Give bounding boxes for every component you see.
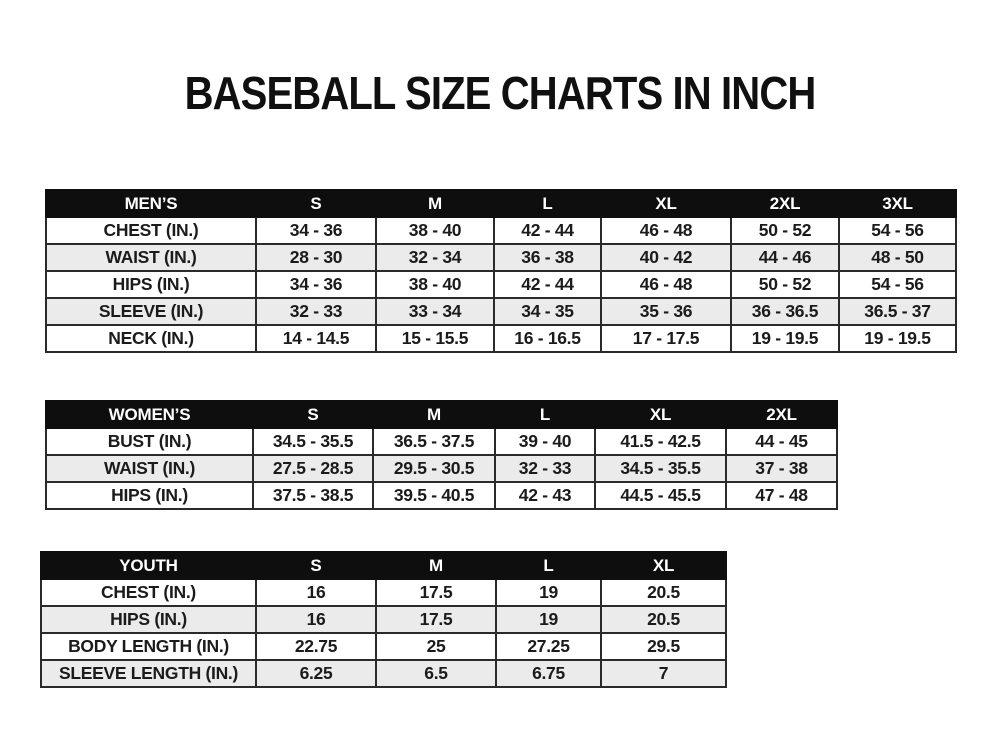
mens-size-value-cell: 34 - 36 — [256, 217, 376, 244]
mens-row-label: NECK (IN.) — [46, 325, 256, 352]
youth-size-value-cell: 20.5 — [601, 606, 726, 633]
mens-row-label: CHEST (IN.) — [46, 217, 256, 244]
womens-table-title: WOMEN’S — [46, 401, 253, 428]
youth-table-row — [41, 606, 726, 633]
youth-row-label: BODY LENGTH (IN.) — [41, 633, 256, 660]
mens-size-value-cell: 48 - 50 — [839, 244, 956, 271]
mens-size-value-cell: 36.5 - 37 — [839, 298, 956, 325]
womens-size-value-cell: 37 - 38 — [726, 455, 837, 482]
womens-size-value-cell: 42 - 43 — [495, 482, 595, 509]
mens-size-value-cell: 19 - 19.5 — [731, 325, 839, 352]
youth-row-label: CHEST (IN.) — [41, 579, 256, 606]
womens-size-column-header: 2XL — [726, 401, 837, 428]
youth-table-row — [41, 660, 726, 687]
youth-size-value-cell: 19 — [496, 606, 601, 633]
womens-header-row — [46, 401, 837, 428]
mens-size-value-cell: 17 - 17.5 — [601, 325, 731, 352]
youth-size-value-cell: 7 — [601, 660, 726, 687]
mens-table-row — [46, 217, 956, 244]
mens-size-value-cell: 16 - 16.5 — [494, 325, 601, 352]
youth-size-value-cell: 25 — [376, 633, 496, 660]
youth-size-value-cell: 17.5 — [376, 579, 496, 606]
youth-size-column-header: XL — [601, 552, 726, 579]
mens-header-row — [46, 190, 956, 217]
womens-size-value-cell: 37.5 - 38.5 — [253, 482, 373, 509]
mens-row-label: HIPS (IN.) — [46, 271, 256, 298]
womens-size-value-cell: 39.5 - 40.5 — [373, 482, 495, 509]
mens-size-column-header: 2XL — [731, 190, 839, 217]
mens-size-value-cell: 34 - 35 — [494, 298, 601, 325]
womens-row-label: WAIST (IN.) — [46, 455, 253, 482]
youth-table-row — [41, 579, 726, 606]
mens-size-column-header: XL — [601, 190, 731, 217]
mens-size-value-cell: 42 - 44 — [494, 271, 601, 298]
youth-row-label: SLEEVE LENGTH (IN.) — [41, 660, 256, 687]
youth-size-value-cell: 6.75 — [496, 660, 601, 687]
mens-table-row — [46, 271, 956, 298]
youth-size-value-cell: 17.5 — [376, 606, 496, 633]
mens-size-value-cell: 54 - 56 — [839, 217, 956, 244]
womens-size-column-header: S — [253, 401, 373, 428]
mens-row-label: SLEEVE (IN.) — [46, 298, 256, 325]
womens-size-value-cell: 44 - 45 — [726, 428, 837, 455]
youth-size-column-header: S — [256, 552, 376, 579]
mens-size-value-cell: 28 - 30 — [256, 244, 376, 271]
mens-size-value-cell: 35 - 36 — [601, 298, 731, 325]
mens-size-column-header: M — [376, 190, 494, 217]
mens-size-value-cell: 46 - 48 — [601, 271, 731, 298]
mens-table-row — [46, 244, 956, 271]
womens-size-value-cell: 36.5 - 37.5 — [373, 428, 495, 455]
youth-size-value-cell: 16 — [256, 579, 376, 606]
womens-size-value-cell: 34.5 - 35.5 — [253, 428, 373, 455]
womens-size-table-container — [45, 400, 836, 510]
youth-size-table-container — [40, 551, 725, 688]
womens-size-column-header: M — [373, 401, 495, 428]
youth-size-value-cell: 6.25 — [256, 660, 376, 687]
womens-size-value-cell: 34.5 - 35.5 — [595, 455, 726, 482]
womens-size-value-cell: 44.5 - 45.5 — [595, 482, 726, 509]
mens-size-value-cell: 14 - 14.5 — [256, 325, 376, 352]
youth-size-column-header: M — [376, 552, 496, 579]
mens-size-value-cell: 34 - 36 — [256, 271, 376, 298]
womens-size-value-cell: 47 - 48 — [726, 482, 837, 509]
youth-table-title: YOUTH — [41, 552, 256, 579]
womens-size-value-cell: 29.5 - 30.5 — [373, 455, 495, 482]
mens-table-row — [46, 298, 956, 325]
mens-size-value-cell: 33 - 34 — [376, 298, 494, 325]
womens-size-value-cell: 32 - 33 — [495, 455, 595, 482]
mens-size-value-cell: 50 - 52 — [731, 271, 839, 298]
youth-header-row — [41, 552, 726, 579]
mens-size-value-cell: 32 - 33 — [256, 298, 376, 325]
mens-size-value-cell: 19 - 19.5 — [839, 325, 956, 352]
mens-size-value-cell: 15 - 15.5 — [376, 325, 494, 352]
womens-size-value-cell: 27.5 - 28.5 — [253, 455, 373, 482]
youth-row-label: HIPS (IN.) — [41, 606, 256, 633]
mens-size-value-cell: 40 - 42 — [601, 244, 731, 271]
womens-size-value-cell: 41.5 - 42.5 — [595, 428, 726, 455]
youth-size-column-header: L — [496, 552, 601, 579]
mens-row-label: WAIST (IN.) — [46, 244, 256, 271]
youth-size-value-cell: 29.5 — [601, 633, 726, 660]
mens-size-value-cell: 46 - 48 — [601, 217, 731, 244]
youth-size-value-cell: 6.5 — [376, 660, 496, 687]
mens-size-value-cell: 50 - 52 — [731, 217, 839, 244]
mens-size-value-cell: 44 - 46 — [731, 244, 839, 271]
mens-size-table — [45, 189, 957, 353]
mens-size-value-cell: 36 - 38 — [494, 244, 601, 271]
mens-table-row — [46, 325, 956, 352]
womens-table-row — [46, 482, 837, 509]
womens-row-label: HIPS (IN.) — [46, 482, 253, 509]
womens-table-row — [46, 428, 837, 455]
womens-size-table — [45, 400, 838, 510]
mens-size-value-cell: 36 - 36.5 — [731, 298, 839, 325]
mens-size-value-cell: 38 - 40 — [376, 271, 494, 298]
mens-table-title: MEN’S — [46, 190, 256, 217]
mens-size-table-container — [45, 189, 955, 353]
youth-size-value-cell: 19 — [496, 579, 601, 606]
youth-size-value-cell: 20.5 — [601, 579, 726, 606]
youth-table-row — [41, 633, 726, 660]
mens-size-column-header: 3XL — [839, 190, 956, 217]
youth-size-value-cell: 22.75 — [256, 633, 376, 660]
mens-size-column-header: S — [256, 190, 376, 217]
womens-size-column-header: L — [495, 401, 595, 428]
mens-size-value-cell: 32 - 34 — [376, 244, 494, 271]
womens-table-row — [46, 455, 837, 482]
mens-size-value-cell: 38 - 40 — [376, 217, 494, 244]
page-title: BASEBALL SIZE CHARTS IN INCH — [184, 67, 816, 119]
mens-size-column-header: L — [494, 190, 601, 217]
womens-size-column-header: XL — [595, 401, 726, 428]
mens-size-value-cell: 54 - 56 — [839, 271, 956, 298]
youth-size-table — [40, 551, 727, 688]
youth-size-value-cell: 27.25 — [496, 633, 601, 660]
womens-row-label: BUST (IN.) — [46, 428, 253, 455]
mens-size-value-cell: 42 - 44 — [494, 217, 601, 244]
youth-size-value-cell: 16 — [256, 606, 376, 633]
womens-size-value-cell: 39 - 40 — [495, 428, 595, 455]
